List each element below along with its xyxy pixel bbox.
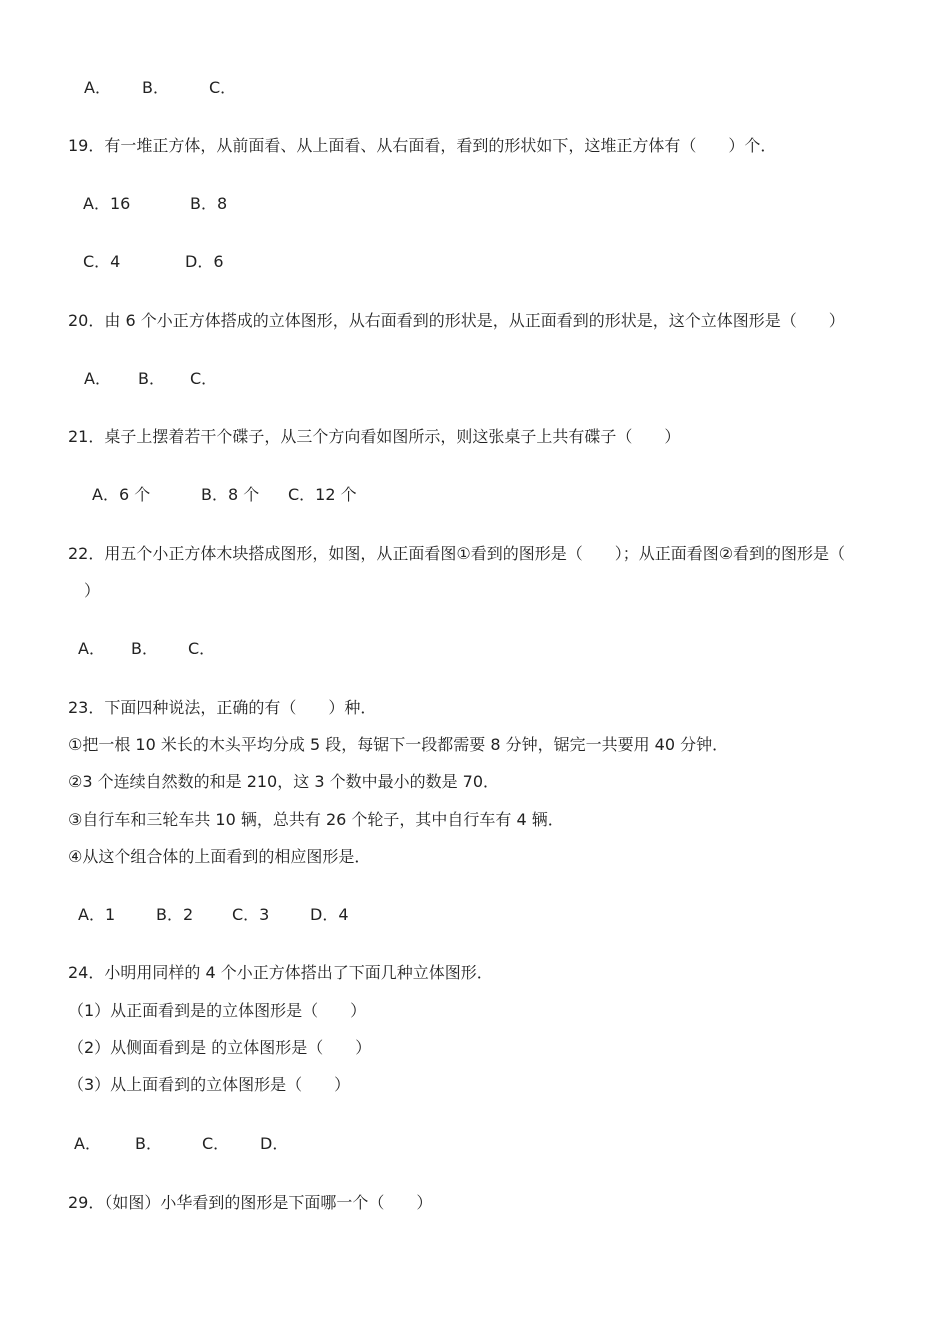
q22-option-a[interactable]: A． bbox=[78, 639, 105, 658]
q23-statement-3: ③自行车和三轮车共 10 辆，总共有 26 个轮子，其中自行车有 4 辆． bbox=[68, 810, 564, 829]
q19-option-a[interactable]: A．16 bbox=[83, 194, 131, 213]
q24-stem: 24．小明用同样的 4 个小正方体搭出了下面几种立体图形． bbox=[68, 963, 493, 982]
q23-option-a[interactable]: A．1 bbox=[78, 905, 116, 924]
q29-stem: 29．（如图）小华看到的图形是下面哪一个（ ） bbox=[68, 1193, 433, 1212]
q24-option-b[interactable]: B． bbox=[135, 1134, 162, 1153]
q23-statement-4: ④从这个组合体的上面看到的相应图形是． bbox=[68, 847, 371, 866]
q23-option-b[interactable]: B．2 bbox=[156, 905, 194, 924]
q23-option-c[interactable]: C．3 bbox=[232, 905, 270, 924]
q22-option-c[interactable]: C． bbox=[188, 639, 216, 658]
q18-option-c[interactable]: C． bbox=[209, 78, 237, 97]
q23-option-d[interactable]: D．4 bbox=[310, 905, 349, 924]
q24-part-3: （3）从上面看到的立体图形是（ ） bbox=[68, 1075, 351, 1094]
q22-option-b[interactable]: B． bbox=[131, 639, 158, 658]
q21-option-b[interactable]: B．8 个 bbox=[201, 485, 260, 504]
q21-option-c[interactable]: C．12 个 bbox=[288, 485, 357, 504]
q20-stem: 20．由 6 个小正方体搭成的立体图形，从右面看到的形状是，从正面看到的形状是，这个立体图形是（ ） bbox=[68, 311, 845, 330]
q20-option-c[interactable]: C． bbox=[190, 369, 218, 388]
q23-statement-1: ①把一根 10 米长的木头平均分成 5 段，每锯下一段都需要 8 分钟，锯完一共要用 40 分钟． bbox=[68, 735, 729, 754]
q24-part-1: （1）从正面看到是的立体图形是（ ） bbox=[68, 1001, 367, 1020]
q22-stem-line1: 22．用五个小正方体木块搭成图形，如图，从正面看图①看到的图形是（ ）；从正面看图②看到的图形是（ bbox=[68, 544, 846, 563]
q19-stem: 19．有一堆正方体，从前面看、从上面看、从右面看，看到的形状如下，这堆正方体有（ ）个． bbox=[68, 136, 777, 155]
q20-option-b[interactable]: B． bbox=[138, 369, 165, 388]
q20-option-a[interactable]: A． bbox=[84, 369, 111, 388]
q24-option-c[interactable]: C． bbox=[202, 1134, 230, 1153]
q18-options bbox=[84, 78, 237, 98]
q24-option-d[interactable]: D． bbox=[260, 1134, 289, 1153]
q24-part-2: （2）从侧面看到是 的立体图形是（ ） bbox=[68, 1038, 372, 1057]
q24-option-a[interactable]: A． bbox=[74, 1134, 101, 1153]
q22-stem-line2: ） bbox=[68, 581, 101, 600]
q18-option-a[interactable]: A． bbox=[84, 78, 111, 97]
q18-option-b[interactable]: B． bbox=[142, 78, 169, 97]
q19-option-b[interactable]: B．8 bbox=[190, 194, 228, 213]
q23-stem: 23．下面四种说法，正确的有（ ）种． bbox=[68, 698, 377, 717]
q21-option-a[interactable]: A．6 个 bbox=[92, 485, 151, 504]
q21-stem: 21．桌子上摆着若干个碟子，从三个方向看如图所示，则这张桌子上共有碟子（ ） bbox=[68, 427, 681, 446]
q19-option-c[interactable]: C．4 bbox=[83, 252, 121, 271]
q23-statement-2: ②3 个连续自然数的和是 210，这 3 个数中最小的数是 70． bbox=[68, 772, 500, 791]
q19-option-d[interactable]: D．6 bbox=[185, 252, 224, 271]
